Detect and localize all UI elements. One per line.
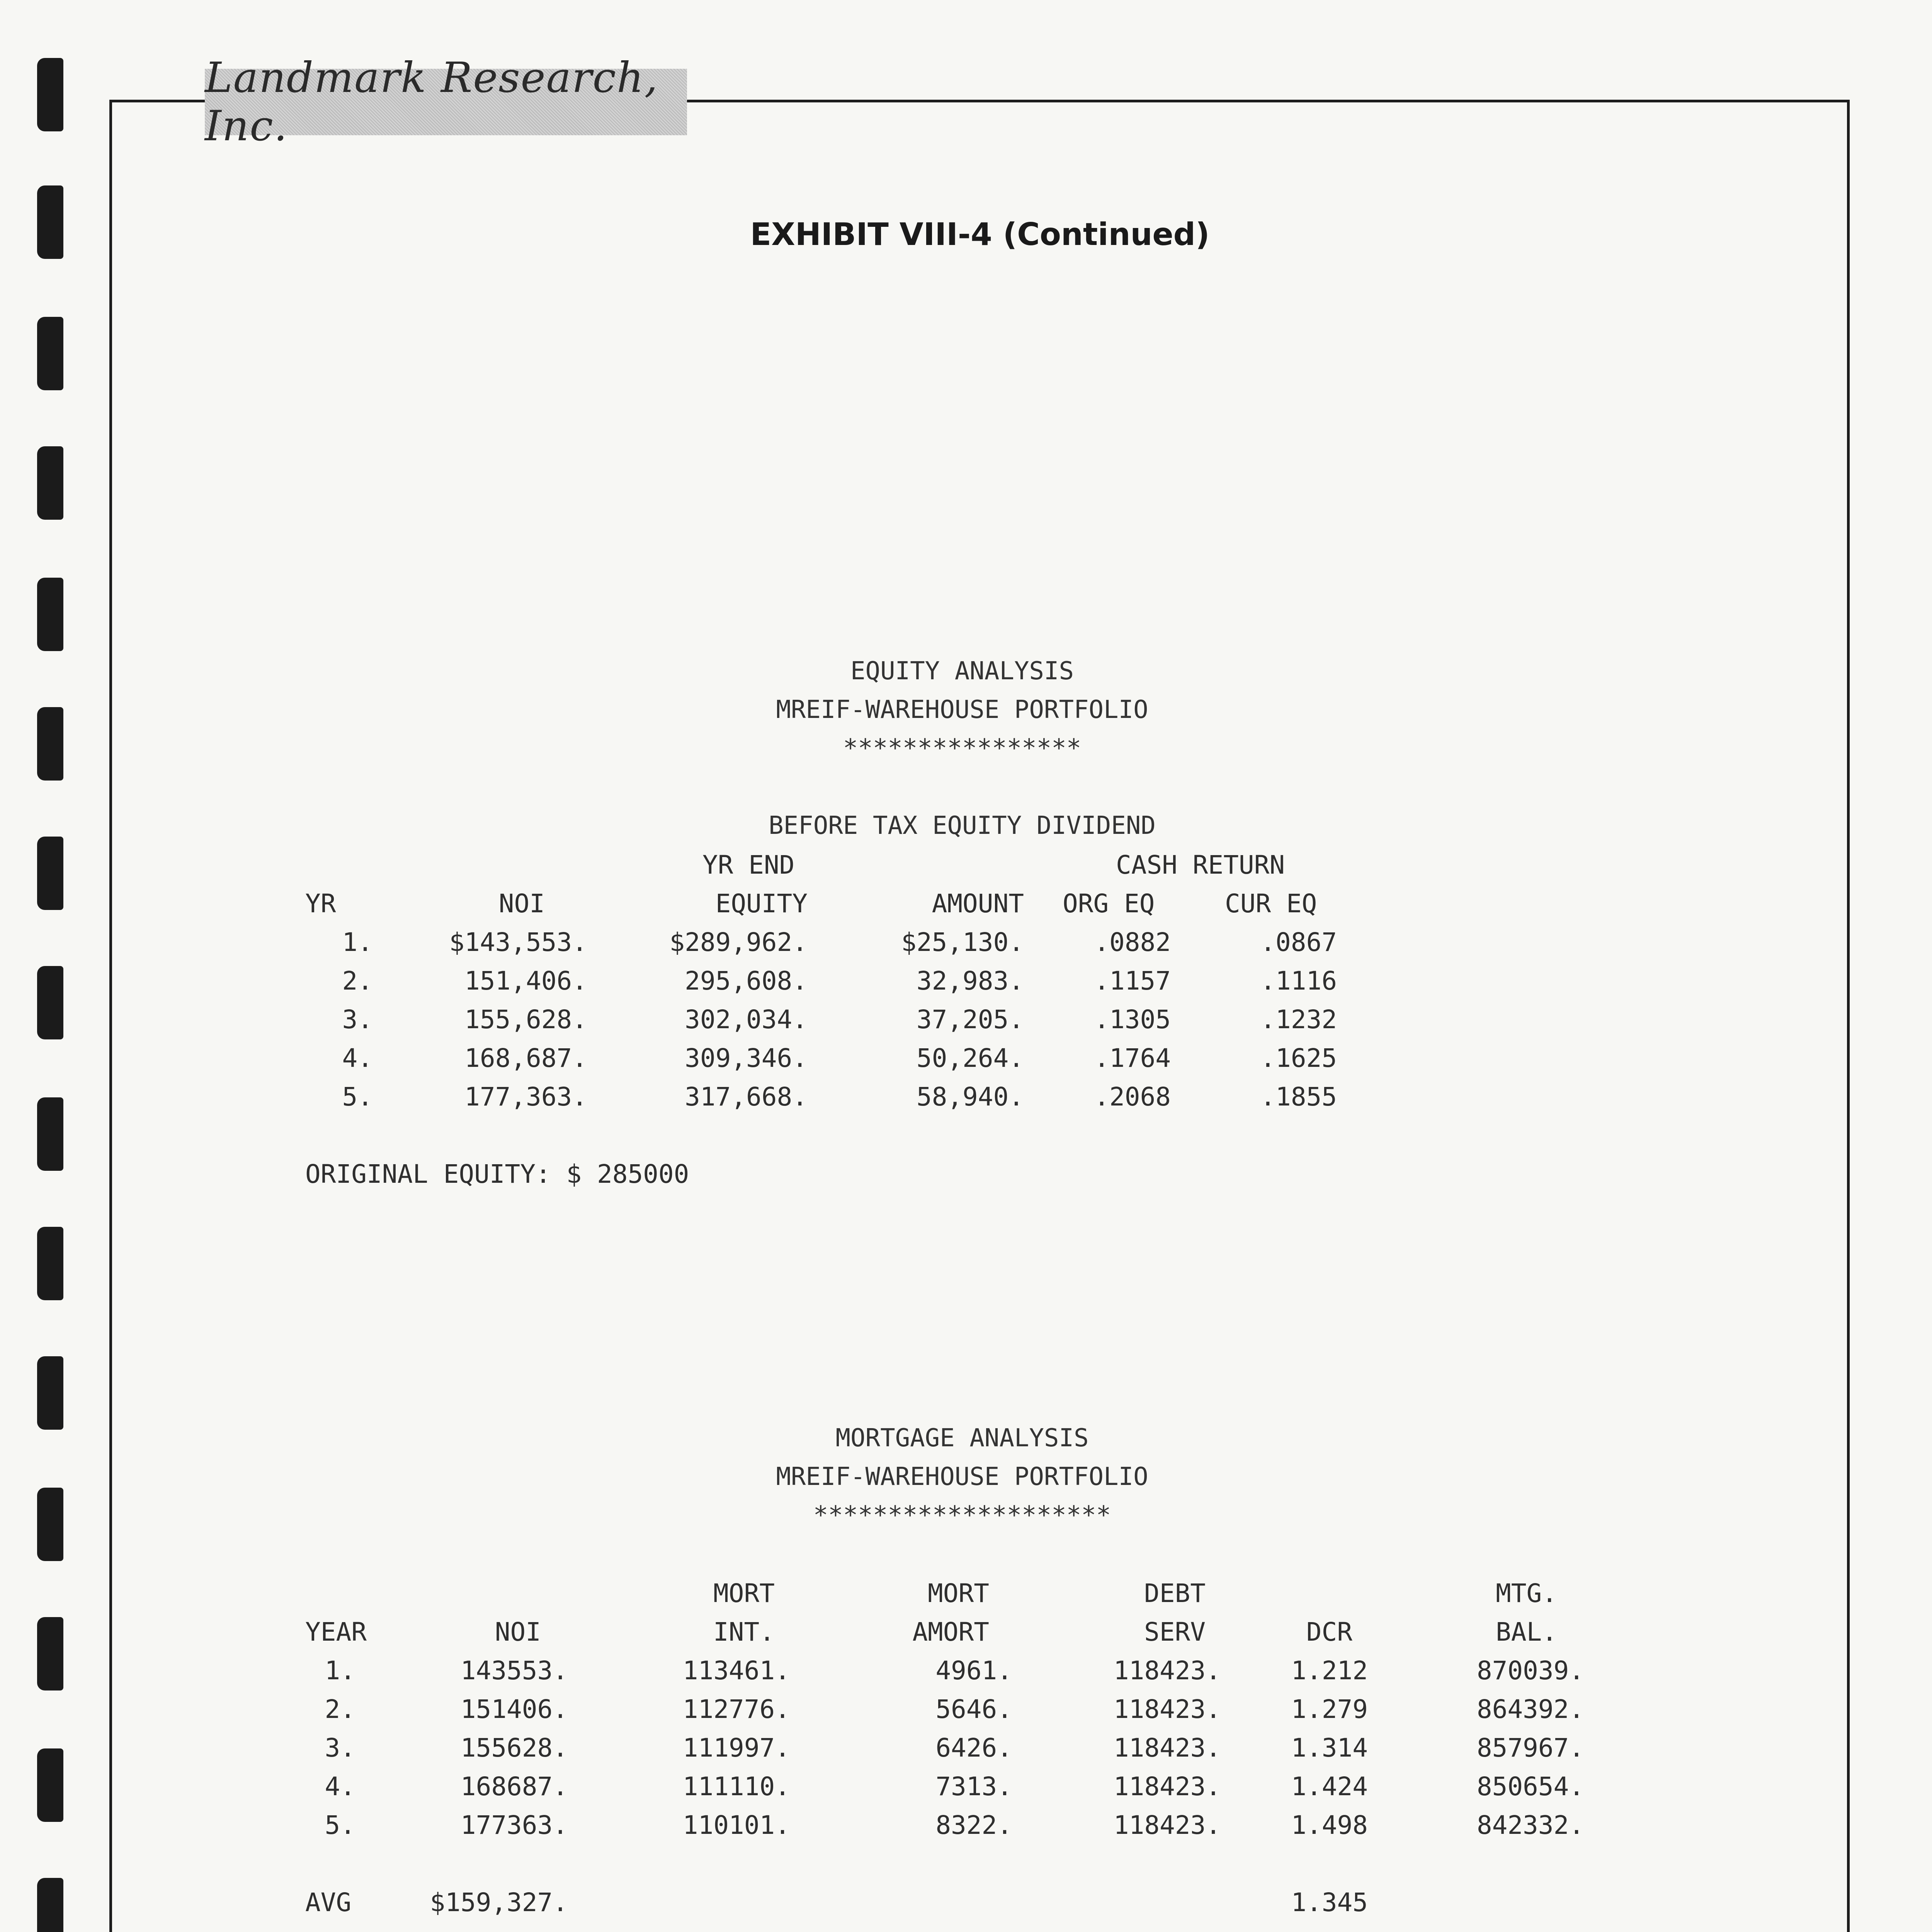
mortgage-row-4-noi: 168687. (460, 1772, 568, 1801)
equity-row-5-noi: 177,363. (464, 1082, 587, 1112)
mortgage-header-mtg: MTG. (1496, 1578, 1557, 1608)
mortgage-avg-label: AVG (305, 1888, 352, 1917)
equity-row-4-noi: 168,687. (464, 1043, 587, 1073)
mortgage-row-4-serv: 118423. (1113, 1772, 1221, 1801)
mortgage-row-5-amort: 8322. (935, 1810, 1012, 1840)
mortgage-header-bal: BAL. (1496, 1617, 1557, 1647)
equity-row-3-org-eq: .1305 (1094, 1005, 1171, 1034)
binder-hole (37, 837, 63, 910)
equity-row-5-yr: 5. (342, 1082, 373, 1112)
equity-row-5-equity: 317,668. (685, 1082, 808, 1112)
mortgage-header-noi: NOI (495, 1617, 541, 1647)
mortgage-row-4-year: 4. (325, 1772, 355, 1801)
mortgage-row-4-amort: 7313. (935, 1772, 1012, 1801)
equity-row-1-org-eq: .0882 (1094, 927, 1171, 957)
mortgage-row-3-int: 111997. (682, 1733, 790, 1763)
equity-header-org-eq: ORG EQ (1063, 889, 1155, 918)
equity-row-5-org-eq: .2068 (1094, 1082, 1171, 1112)
equity-row-1-equity: $289,962. (669, 927, 808, 957)
equity-row-4-org-eq: .1764 (1094, 1043, 1171, 1073)
mortgage-subtitle: MREIF-WAREHOUSE PORTFOLIO (776, 1463, 1148, 1491)
mortgage-row-2-amort: 5646. (935, 1694, 1012, 1724)
company-logo (205, 54, 687, 150)
mortgage-title: MORTGAGE ANALYSIS (835, 1424, 1089, 1452)
binder-hole (37, 1617, 63, 1690)
equity-row-5-cur-eq: .1855 (1260, 1082, 1337, 1112)
mortgage-row-5-noi: 177363. (460, 1810, 568, 1840)
equity-subtitle: MREIF-WAREHOUSE PORTFOLIO (776, 696, 1148, 724)
mortgage-header-mort-amort-top: MORT (928, 1578, 989, 1608)
equity-row-4-equity: 309,346. (685, 1043, 808, 1073)
mortgage-row-1-noi: 143553. (460, 1656, 568, 1685)
mortgage-row-4-bal: 850654. (1476, 1772, 1584, 1801)
equity-title: EQUITY ANALYSIS (850, 657, 1074, 685)
mortgage-header-mort-int-top: MORT (713, 1578, 775, 1608)
mortgage-row-3-serv: 118423. (1113, 1733, 1221, 1763)
mortgage-header-debt: DEBT (1144, 1578, 1206, 1608)
equity-row-3-yr: 3. (342, 1005, 373, 1034)
mortgage-row-2-dcr: 1.279 (1291, 1694, 1368, 1724)
mortgage-header-int: INT. (713, 1617, 775, 1647)
mortgage-row-5-bal: 842332. (1476, 1810, 1584, 1840)
mortgage-header-amort: AMORT (912, 1617, 989, 1647)
equity-row-4-amount: 50,264. (916, 1043, 1024, 1073)
mortgage-row-2-int: 112776. (682, 1694, 790, 1724)
equity-header-yr-end: YR END (702, 850, 795, 880)
equity-header-cur-eq: CUR EQ (1225, 889, 1317, 918)
binder-hole (37, 1878, 63, 1932)
mortgage-avg-dcr: 1.345 (1291, 1888, 1368, 1917)
equity-row-1-cur-eq: .0867 (1260, 927, 1337, 957)
mortgage-row-3-bal: 857967. (1476, 1733, 1584, 1763)
equity-row-2-cur-eq: .1116 (1260, 966, 1337, 996)
binder-hole (37, 1356, 63, 1430)
equity-header-cash-return: CASH RETURN (1116, 850, 1285, 880)
mortgage-row-2-bal: 864392. (1476, 1694, 1584, 1724)
mortgage-stars: ******************** (813, 1501, 1111, 1530)
binder-hole (37, 1748, 63, 1822)
equity-row-2-equity: 295,608. (685, 966, 808, 996)
mortgage-row-5-year: 5. (325, 1810, 355, 1840)
equity-stars: **************** (843, 734, 1082, 763)
exhibit-title: EXHIBIT VIII-4 (Continued) (750, 216, 1210, 252)
equity-row-1-yr: 1. (342, 927, 373, 957)
mortgage-row-3-year: 3. (325, 1733, 355, 1763)
mortgage-header-dcr: DCR (1306, 1617, 1352, 1647)
original-equity: ORIGINAL EQUITY: $ 285000 (305, 1159, 689, 1189)
equity-header-noi: NOI (498, 889, 545, 918)
binder-hole (37, 578, 63, 651)
equity-row-2-yr: 2. (342, 966, 373, 996)
binder-hole (37, 446, 63, 520)
mortgage-row-2-year: 2. (325, 1694, 355, 1724)
mortgage-header-serv: SERV (1144, 1617, 1206, 1647)
mortgage-row-2-noi: 151406. (460, 1694, 568, 1724)
mortgage-row-1-serv: 118423. (1113, 1656, 1221, 1685)
equity-row-4-yr: 4. (342, 1043, 373, 1073)
mortgage-row-4-dcr: 1.424 (1291, 1772, 1368, 1801)
mortgage-avg-noi: $159,327. (430, 1888, 568, 1917)
mortgage-row-5-int: 110101. (682, 1810, 790, 1840)
equity-section-header: BEFORE TAX EQUITY DIVIDEND (769, 811, 1156, 840)
equity-row-4-cur-eq: .1625 (1260, 1043, 1337, 1073)
mortgage-row-3-amort: 6426. (935, 1733, 1012, 1763)
mortgage-row-3-dcr: 1.314 (1291, 1733, 1368, 1763)
mortgage-row-5-dcr: 1.498 (1291, 1810, 1368, 1840)
mortgage-row-2-serv: 118423. (1113, 1694, 1221, 1724)
mortgage-row-1-amort: 4961. (935, 1656, 1012, 1685)
equity-row-1-amount: $25,130. (901, 927, 1024, 957)
equity-row-5-amount: 58,940. (916, 1082, 1024, 1112)
equity-header-equity: EQUITY (715, 889, 808, 918)
mortgage-row-1-bal: 870039. (1476, 1656, 1584, 1685)
mortgage-row-3-noi: 155628. (460, 1733, 568, 1763)
equity-row-3-noi: 155,628. (464, 1005, 587, 1034)
mortgage-header-year: YEAR (305, 1617, 367, 1647)
binder-hole (37, 1227, 63, 1300)
equity-row-3-amount: 37,205. (916, 1005, 1024, 1034)
equity-row-3-cur-eq: .1232 (1260, 1005, 1337, 1034)
binder-hole (37, 1097, 63, 1171)
equity-row-2-amount: 32,983. (916, 966, 1024, 996)
company-logo-text: Landmark Research, Inc. (205, 54, 658, 150)
equity-header-yr: YR (305, 889, 336, 918)
mortgage-row-4-int: 111110. (682, 1772, 790, 1801)
mortgage-row-5-serv: 118423. (1113, 1810, 1221, 1840)
binder-hole (37, 317, 63, 390)
equity-row-1-noi: $143,553. (449, 927, 587, 957)
binder-hole (37, 58, 63, 131)
binder-hole (37, 966, 63, 1039)
equity-row-2-org-eq: .1157 (1094, 966, 1171, 996)
equity-header-amount: AMOUNT (932, 889, 1024, 918)
equity-row-3-equity: 302,034. (685, 1005, 808, 1034)
equity-row-2-noi: 151,406. (464, 966, 587, 996)
mortgage-row-1-int: 113461. (682, 1656, 790, 1685)
mortgage-row-1-year: 1. (325, 1656, 355, 1685)
mortgage-row-1-dcr: 1.212 (1291, 1656, 1368, 1685)
